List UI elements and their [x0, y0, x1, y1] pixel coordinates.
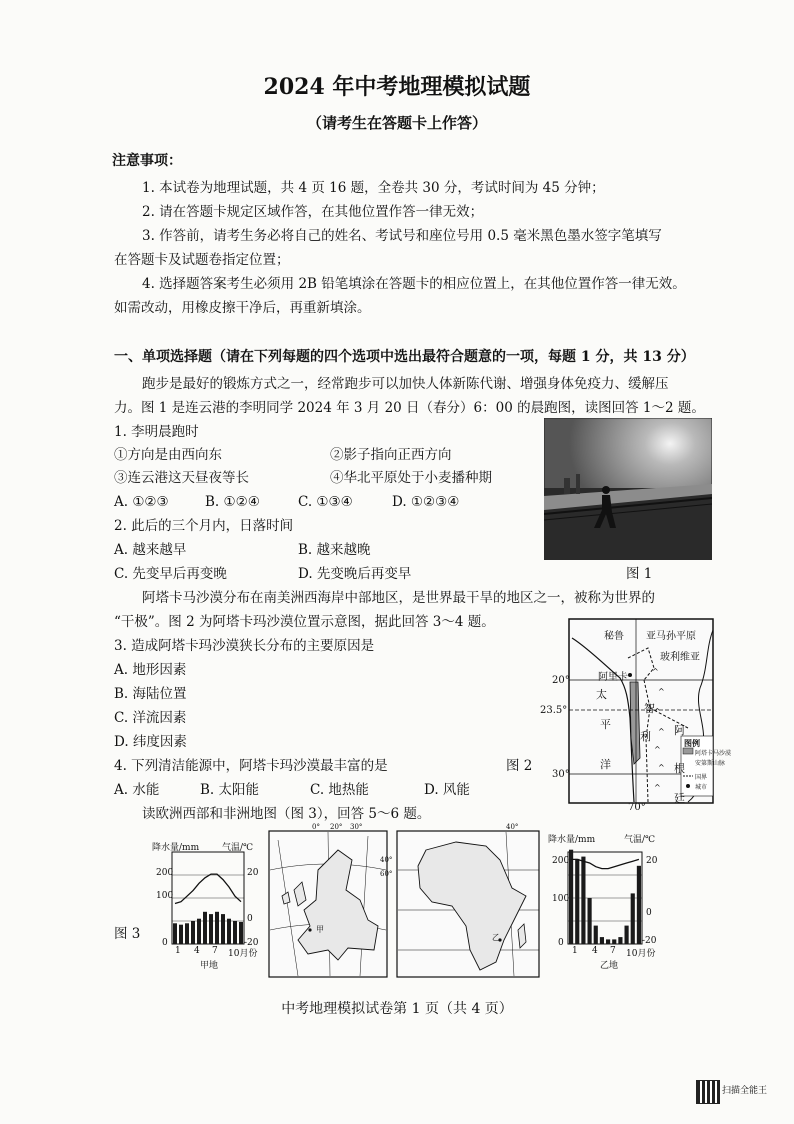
choice-c: C. 洋流因素: [114, 710, 187, 726]
t-tick: 20: [247, 868, 259, 878]
t-tick: 20: [646, 856, 658, 866]
precip-bar: [606, 939, 610, 944]
map-label-chile: 智: [644, 702, 655, 715]
lon-label: 20°: [330, 823, 343, 831]
figure-caption: 图 2: [506, 758, 533, 774]
notice-item: 1. 本试卷为地理试题，共 4 页 16 题，全卷共 30 分，考试时间为 45 分钟；: [142, 180, 605, 196]
notice-item: 4. 选择题答案考生必须用 2B 铅笔填涂在答题卡的相应位置上，在其他位置作答一律无效。: [142, 276, 686, 292]
precip-bar: [569, 850, 573, 944]
precip-bar: [197, 919, 201, 944]
intro-text: 力。图 1 是连云港的李明同学 2024 年 3 月 20 日（春分）6：00 的晨跑图，读图回答 1～2 题。: [114, 400, 705, 416]
notice-item: 如需改动，用橡皮擦干净后，再重新填涂。: [114, 300, 371, 316]
svg-text:^: ^: [658, 763, 665, 772]
figure-caption: 图 1: [626, 566, 653, 582]
option: ③连云港这天昼夜等长: [114, 470, 249, 486]
legend-border: 国界: [695, 774, 708, 781]
precip-bar: [215, 912, 219, 944]
precip-bar: [594, 926, 598, 944]
option: ②影子指向正西方向: [330, 447, 452, 463]
morning-run-photo: [544, 418, 712, 560]
choice-a: A. 水能: [114, 782, 160, 798]
lon-70-label: 70°: [628, 802, 646, 813]
svg-text:^: ^: [654, 745, 661, 754]
lon-label: 0°: [312, 823, 320, 831]
choice-b: B. 海陆位置: [114, 686, 187, 702]
lat-30-label: 30°: [552, 769, 570, 780]
precip-bar: [191, 921, 195, 944]
precip-bar: [575, 859, 579, 944]
legend-city: 城市: [695, 784, 708, 791]
legend-title: 图例: [684, 738, 700, 748]
precip-bar: [209, 914, 213, 944]
x-tick: 7: [212, 946, 218, 956]
western-europe-map: [268, 830, 388, 978]
page-title: 2024 年中考地理模拟试题: [263, 74, 531, 100]
notice-item: 3. 作答前，请考生务必将自己的姓名、考试号和座位号用 0.5 毫米黑色墨水签字笔填写: [142, 228, 662, 244]
place-label-jia: 甲: [316, 925, 324, 934]
map-label-bolivia: 玻利维亚: [660, 652, 700, 663]
notice-heading: 注意事项：: [112, 153, 182, 169]
choice-c: C. 先变早后再变晚: [114, 566, 227, 582]
y-tick: 200: [552, 856, 570, 866]
t-tick: 0: [247, 914, 253, 924]
precip-bar: [239, 922, 243, 944]
choice-b: B. ①②④: [205, 494, 260, 510]
t-tick: -20: [642, 936, 657, 946]
intro-text: “干极”。图 2 为阿塔卡玛沙漠位置示意图，据此回答 3～4 题。: [114, 614, 495, 630]
t-tick: -20: [244, 938, 259, 948]
choice-d: D. 先变晚后再变早: [298, 566, 412, 582]
precip-bar: [179, 925, 183, 944]
question-stem: 3. 造成阿塔卡玛沙漠狭长分布的主要原因是: [114, 638, 375, 654]
intro-text: 跑步是最好的锻炼方式之一，经常跑步可以加快人体新陈代谢、增强身体免疫力、缓解压: [142, 376, 669, 392]
page-subtitle: （请考生在答题卡上作答）: [306, 114, 487, 132]
map-label-pacific: 平: [600, 718, 611, 731]
question-stem: 1. 李明晨跑时: [114, 424, 199, 440]
legend-desert: 阿塔卡马沙漠: [695, 750, 732, 757]
option: ④华北平原处于小麦播种期: [330, 470, 492, 486]
precip-bar: [618, 937, 622, 944]
map-label-arica: 阿里卡: [598, 672, 628, 683]
choice-a: A. ①②③: [114, 494, 169, 510]
station-label: 甲地: [200, 961, 219, 971]
precip-bar: [581, 857, 585, 944]
choice-b: B. 越来越晚: [298, 542, 371, 558]
section-heading: 一、单项选择题（请在下列每题的四个选项中选出最符合题意的一项，每题 1 分，共 13 分）: [114, 349, 695, 365]
option: ①方向是由西向东: [114, 447, 222, 463]
svg-text:^: ^: [654, 783, 661, 792]
lat-label: 40°: [380, 856, 393, 864]
notice-item: 2. 请在答题卡规定区域作答，在其他位置作答一律无效；: [142, 204, 484, 220]
lon-label: 40°: [506, 823, 519, 831]
precip-bar: [221, 914, 225, 944]
station-label: 乙地: [600, 961, 619, 971]
figure-caption: 图 3: [114, 926, 141, 942]
precip-bar: [173, 923, 177, 944]
africa-map: [396, 830, 540, 978]
temp-axis-label: 气温/℃: [222, 843, 254, 853]
x-tick: 4: [194, 946, 200, 956]
lat-235-label: 23.5°: [540, 705, 568, 716]
x-tick: 10月份: [626, 949, 656, 959]
legend-andes: 安第斯山脉: [695, 760, 726, 767]
precip-bar: [600, 937, 604, 944]
precip-bar: [227, 919, 231, 944]
lon-label: 30°: [350, 823, 363, 831]
choice-c: C. ①③④: [298, 494, 353, 510]
precip-bar: [185, 923, 189, 944]
svg-text:^: ^: [658, 727, 665, 736]
y-tick: 100: [156, 891, 174, 901]
y-tick: 0: [162, 938, 168, 948]
choice-a: A. 地形因素: [114, 662, 187, 678]
x-tick: 7: [610, 946, 616, 956]
scanner-badge: 扫描全能王: [722, 1086, 768, 1096]
x-tick: 10月份: [228, 949, 258, 959]
map-label-pacific: 洋: [600, 758, 611, 771]
precip-bar: [637, 866, 641, 944]
temperature-line: [571, 859, 639, 868]
svg-text:^: ^: [652, 667, 659, 676]
map-label-peru: 秘鲁: [604, 631, 624, 642]
map-label-argentina: 根: [674, 762, 685, 775]
precip-bar: [625, 926, 629, 944]
lat-20-label: 20°: [552, 675, 570, 686]
page-footer: 中考地理模拟试卷第 1 页（共 4 页）: [281, 1001, 513, 1017]
svg-text:^: ^: [654, 707, 661, 716]
precip-bar: [631, 893, 635, 944]
intro-text: 读欧洲西部和非洲地图（图 3），回答 5～6 题。: [142, 806, 431, 822]
intro-text: 阿塔卡马沙漠分布在南美洲西海岸中部地区，是世界最干旱的地区之一，被称为世界的: [142, 590, 655, 606]
question-stem: 2. 此后的三个月内，日落时间: [114, 518, 294, 534]
map-label-argentina: 廷: [674, 792, 685, 805]
choice-d: D. ①②③④: [392, 494, 460, 510]
choice-c: C. 地热能: [310, 782, 369, 798]
y-tick: 200: [156, 868, 174, 878]
precip-bar: [612, 939, 616, 944]
precip-axis-label: 降水量/mm: [548, 835, 596, 845]
map-label-argentina: 阿: [674, 724, 685, 737]
svg-text:^: ^: [658, 687, 665, 696]
temp-axis-label: 气温/℃: [624, 835, 656, 845]
choice-a: A. 越来越早: [114, 542, 187, 558]
choice-d: D. 纬度因素: [114, 734, 187, 750]
qr-code-icon: [696, 1080, 720, 1104]
place-label-yi: 乙: [492, 933, 500, 942]
map-label-amazon: 亚马孙平原: [646, 631, 696, 642]
x-tick: 1: [175, 946, 181, 956]
question-stem: 4. 下列清洁能源中，阿塔卡玛沙漠最丰富的是: [114, 758, 388, 774]
y-tick: 100: [552, 894, 570, 904]
precip-bar: [203, 912, 207, 944]
choice-b: B. 太阳能: [200, 782, 260, 798]
y-tick: 0: [558, 938, 564, 948]
t-tick: 0: [646, 908, 652, 918]
precip-bar: [588, 898, 592, 944]
precip-bar: [233, 921, 237, 944]
x-tick: 4: [592, 946, 598, 956]
x-tick: 1: [572, 946, 578, 956]
precip-axis-label: 降水量/mm: [152, 843, 200, 853]
temperature-line: [175, 874, 241, 903]
map-label-chile: 利: [640, 730, 651, 743]
notice-item: 在答题卡及试题卷指定位置；: [114, 252, 290, 268]
choice-d: D. 风能: [424, 782, 470, 798]
map-label-pacific: 太: [596, 688, 607, 701]
lat-label: 60°: [380, 870, 393, 878]
